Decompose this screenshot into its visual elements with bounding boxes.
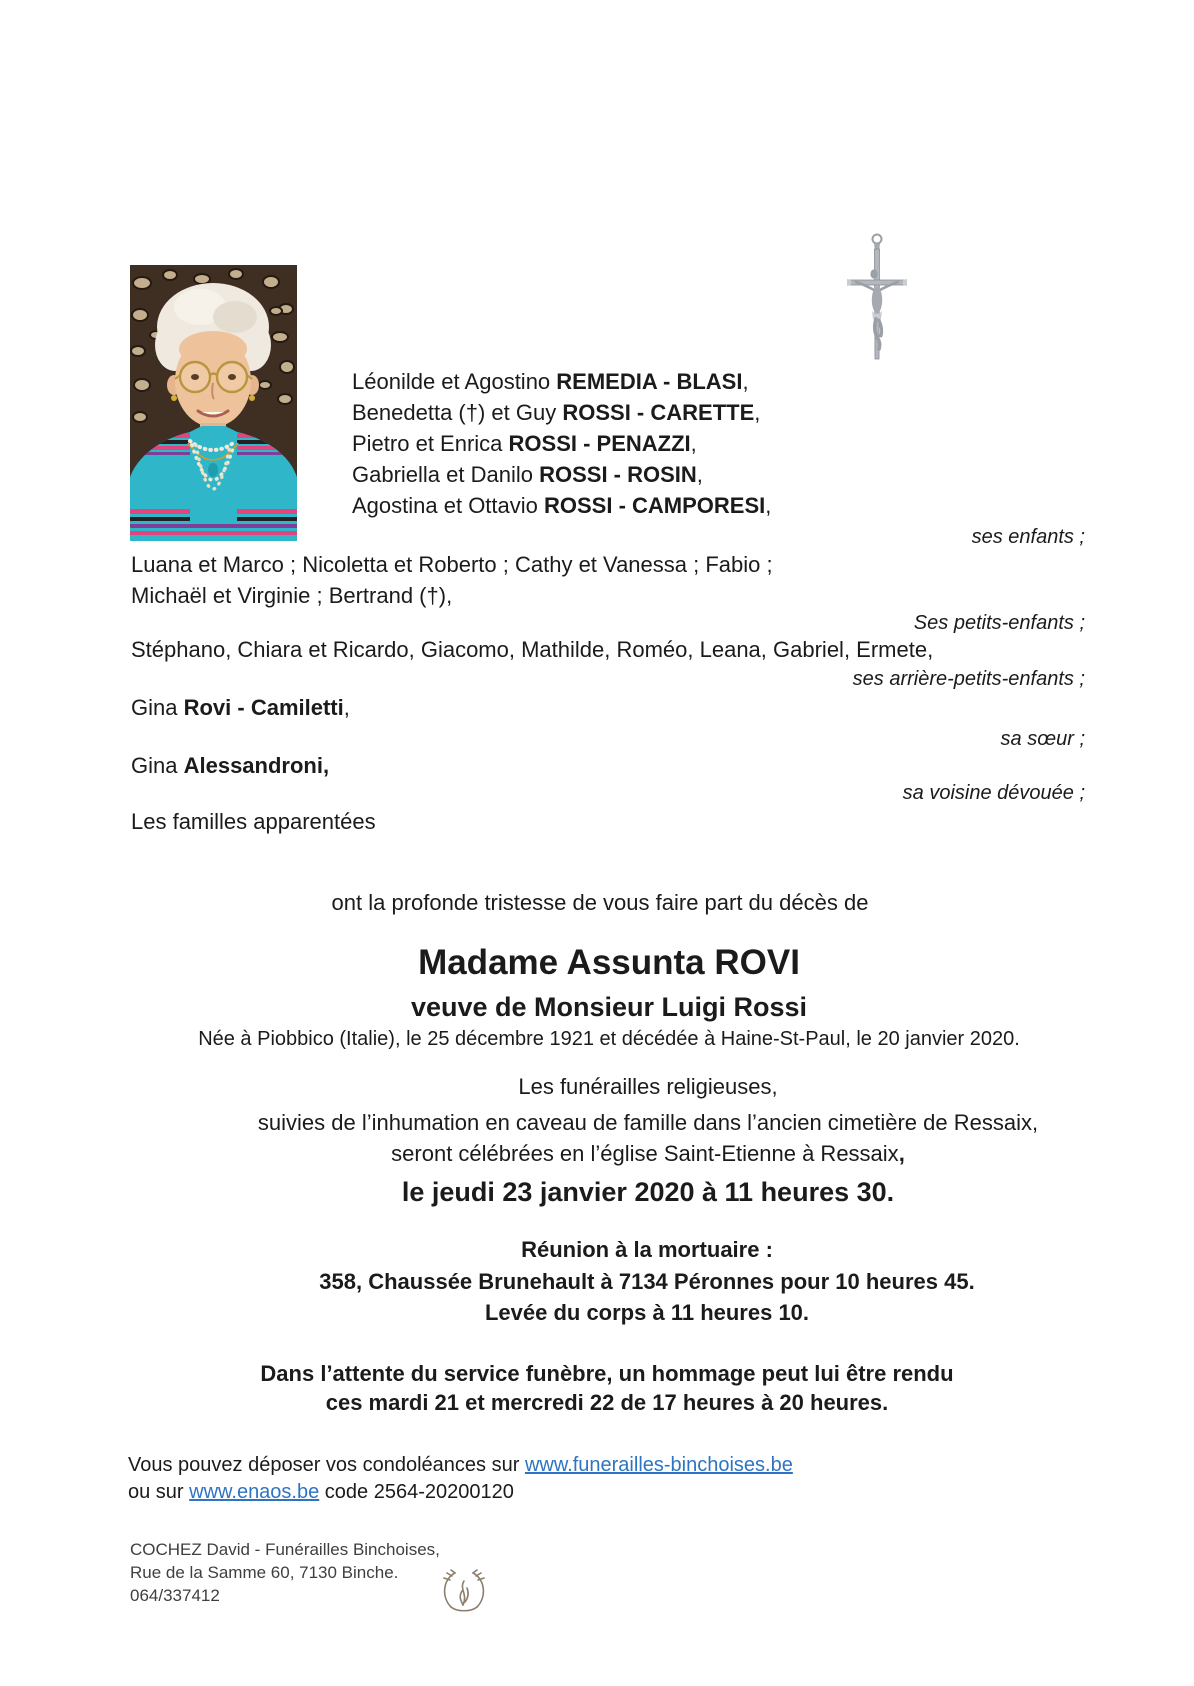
text-segment: Pietro et Enrica xyxy=(352,431,509,456)
condolences-text: ou sur xyxy=(128,1481,190,1503)
text-segment: seront célébrées en l’église Saint-Etienne à Ressaix xyxy=(391,1141,899,1166)
condolences-code: code 2564-20200120 xyxy=(319,1481,514,1503)
child-line xyxy=(352,366,771,397)
funerailles-binchoises-link[interactable]: www.funerailles-binchoises.be xyxy=(524,1454,793,1476)
text-segment: ROSSI - ROSIN xyxy=(539,462,697,487)
text-segment: Benedetta (†) et Guy xyxy=(352,400,563,425)
crucifix-icon xyxy=(843,231,911,363)
crucifix-image xyxy=(843,231,911,363)
funeral-home-wings-logo xyxy=(438,1568,490,1614)
text-segment: , xyxy=(765,493,772,518)
children-list xyxy=(352,366,771,521)
text-segment: Rovi - Camiletti xyxy=(183,695,344,720)
homage-line-2: ces mardi 21 et mercredi 22 de 17 heures à 20 heures. xyxy=(325,1390,889,1415)
text-segment: , xyxy=(696,462,703,487)
text-segment: Agostina et Ottavio xyxy=(352,493,544,518)
condolences-line-1 xyxy=(128,1452,1082,1479)
funeral-home-block xyxy=(130,1538,440,1607)
ceremony-line-2: suivies de l’inhumation en caveau de famille dans l’ancien cimetière de Ressaix, xyxy=(257,1110,1039,1135)
child-line xyxy=(352,428,771,459)
text-segment: ROSSI - CAMPORESI xyxy=(544,493,766,518)
sister-line xyxy=(131,693,1085,723)
funeral-home-phone: 064/337412 xyxy=(130,1586,220,1605)
text-segment: REMEDIA - BLASI xyxy=(556,369,743,394)
condolences-text: Vous pouvez déposer vos condoléances sur xyxy=(128,1454,525,1476)
label-children: ses enfants ; xyxy=(971,526,1085,548)
neighbor-line xyxy=(131,751,1085,781)
label-sister: sa sœur ; xyxy=(1000,728,1085,750)
text-segment: Gina xyxy=(131,753,184,778)
grandchildren-line-2: Michaël et Virginie ; Bertrand (†), xyxy=(131,583,453,608)
child-line xyxy=(352,397,771,428)
deceased-name: Madame Assunta ROVI xyxy=(418,943,800,982)
grandchildren-line-1: Luana et Marco ; Nicoletta et Roberto ; Cathy et Vanessa ; Fabio ; xyxy=(131,552,773,577)
text-segment: Gina xyxy=(131,695,184,720)
text-segment: Alessandroni, xyxy=(183,753,330,778)
ceremony-line-3 xyxy=(171,1139,1125,1169)
funeral-home-name: COCHEZ David - Funérailles Binchoises, xyxy=(130,1540,440,1559)
text-segment: , xyxy=(343,695,350,720)
mortuary-title: Réunion à la mortuaire : xyxy=(521,1237,773,1262)
great-grandchildren-line: Stéphano, Chiara et Ricardo, Giacomo, Mathilde, Roméo, Leana, Gabriel, Ermete, xyxy=(131,637,934,662)
announcement-intro: ont la profonde tristesse de vous faire part du décès de xyxy=(331,890,869,915)
text-segment: Léonilde et Agostino xyxy=(352,369,557,394)
condolences-line-2 xyxy=(128,1479,1082,1506)
label-neighbor: sa voisine dévouée ; xyxy=(902,782,1085,804)
birth-death-line: Née à Piobbico (Italie), le 25 décembre 1921 et décédée à Haine-St-Paul, le 20 janvier 2020. xyxy=(198,1028,1020,1050)
child-line xyxy=(352,490,771,521)
text-segment: , xyxy=(898,1141,905,1166)
text-segment: ROSSI - PENAZZI xyxy=(508,431,691,456)
text-segment: , xyxy=(742,369,749,394)
ceremony-line-1: Les funérailles religieuses, xyxy=(518,1074,778,1099)
text-segment: ROSSI - CARETTE xyxy=(562,400,755,425)
widow-line: veuve de Monsieur Luigi Rossi xyxy=(410,992,808,1022)
wings-logo-image xyxy=(438,1568,490,1614)
mortuary-levee: Levée du corps à 11 heures 10. xyxy=(484,1300,810,1325)
portrait-photo-image xyxy=(130,265,297,541)
enaos-link[interactable]: www.enaos.be xyxy=(189,1481,320,1503)
mortuary-address: 358, Chaussée Brunehault à 7134 Péronnes pour 10 heures 45. xyxy=(319,1269,975,1294)
text-segment: , xyxy=(754,400,761,425)
portrait-photo xyxy=(130,265,297,541)
label-great-grandchildren: ses arrière-petits-enfants ; xyxy=(852,668,1085,690)
child-line xyxy=(352,459,771,490)
text-segment: Gabriella et Danilo xyxy=(352,462,540,487)
label-grandchildren: Ses petits-enfants ; xyxy=(913,612,1085,634)
ceremony-datetime: le jeudi 23 janvier 2020 à 11 heures 30. xyxy=(401,1177,895,1207)
funeral-home-address: Rue de la Samme 60, 7130 Binche. xyxy=(130,1563,399,1582)
homage-line-1: Dans l’attente du service funèbre, un hommage peut lui être rendu xyxy=(260,1361,954,1386)
text-segment: , xyxy=(690,431,697,456)
related-families-line: Les familles apparentées xyxy=(131,809,376,834)
